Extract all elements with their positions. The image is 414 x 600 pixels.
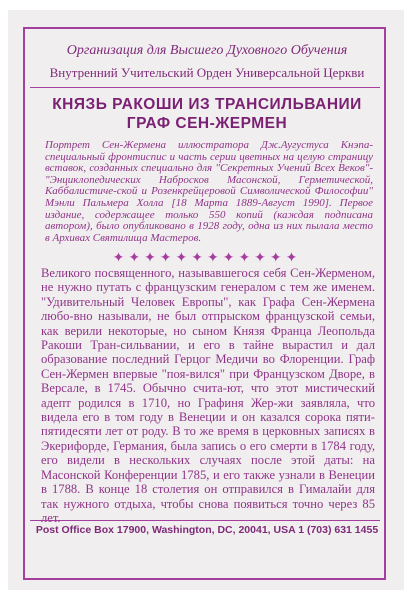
star-separator: ✦✦✦✦✦✦✦✦✦✦✦✦ [112,250,302,266]
organization-name: Организация для Высшего Духовного Обучения [66,43,348,58]
title-line-2: ГРАФ СЕН-ЖЕРМЕН [126,115,288,132]
footer-address: Post Office Box 17900, Washington, DC, 20041, USA 1 (703) 631 1455 [35,524,379,536]
header-divider [30,87,380,88]
footer-divider [30,520,380,521]
intro-paragraph: Портрет Сен-Жермена иллюстратора Дж.Аугустуса Кнэпа-специальный фронтиспис и часть серии цветных на целую страницу вставок, созданных специально для "Секретных Учений Всех Веков"-"Энциклопедических Набросков Масонской, Герметической, Каббалистиче-ской и Розенкрейцеровой Символической Философии" Мэнли Пальмера Холла [18 Марта 1889-Август 1990]. Первое издание, содержащее только 550 копий (каждая подписана автором), было опубликовано в 1928 году, одна из них пылала место в Архивах Святилища Мастеров. [45,139,373,244]
order-name: Внутренний Учительский Орден Универсальной Церкви [49,65,365,80]
body-paragraph: Великого посвященного, называвшегося себя Сен-Жерменом, не нужно путать с французским генералом с тем же именем. "Удивительный Человек Европы", как Графа Сен-Жермена любо-вно называли, не был отпрыском французской семьи, как верили некоторые, но сыном Князя Франца Леопольда Ракоши Тран-сильвании, и его в тайне вырастил и дал образование последний Герцог Медичи во Флоренции. Граф Сен-Жермен впервые "поя-вился" при Французском Дворе, в Версале, в 1745. Обычно счита-ют, что этот мистический адепт родился в 1710, но Графиня Жер-жи заявляла, что видела его в том году в Венеции и он казался сорока пяти-пятидесяти лет от роду. В то же время в церковных записях в Экерифорде, Германия, была запись о его смерти в 1784 году, его видели в нескольких случаях после этой даты: на Масонской Конференции 1785, и его также узнали в Венеции в 1788. В конце 18 столетия он отправился в Гималайи для так нужного отдыха, чтобы снова появиться точно через 85 лет. [41,266,375,525]
title-line-1: КНЯЗЬ РАКОШИ ИЗ ТРАНСИЛЬВАНИИ [52,96,362,113]
